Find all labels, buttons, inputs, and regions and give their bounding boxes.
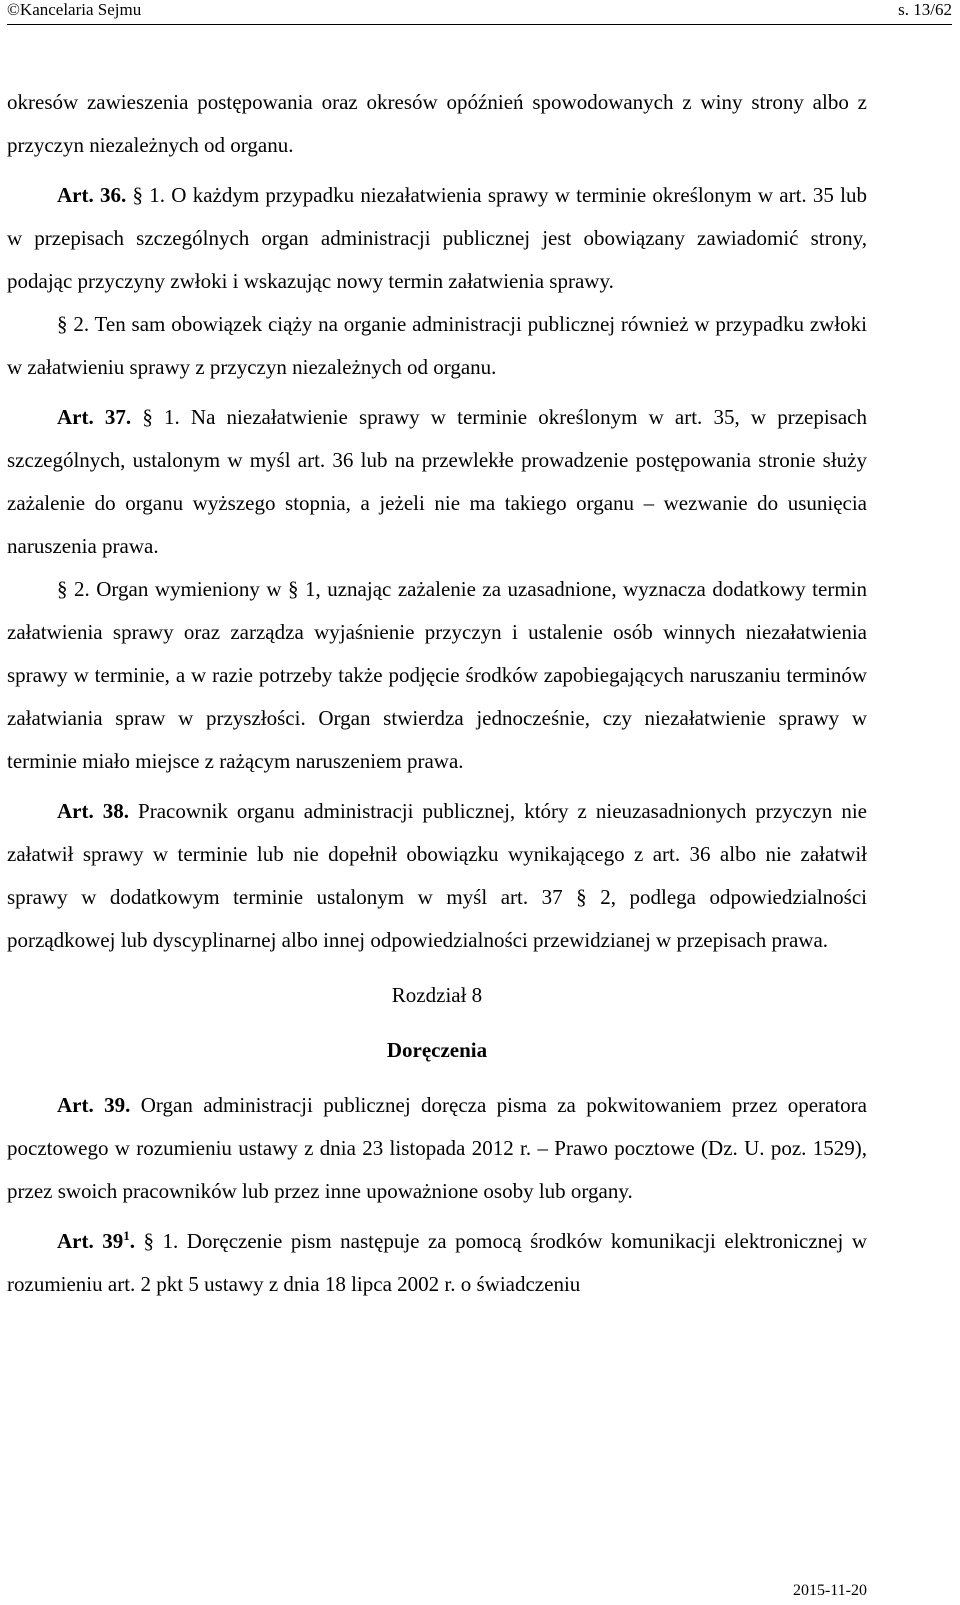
article-39-1-text: § 1. Doręczenie pism następuje za pomocą środków komunikacji elektronicznej w rozumieniu art. 2 pkt 5 ustawy z dnia 18 lipca 2002 r. o świadczeniu (7, 1229, 867, 1296)
article-37-text: § 1. Na niezałatwienie sprawy w terminie określonym w art. 35, w przepisach szczególnych, ustalonym w myśl art. 36 lub na przewlekłe prowadzenie postępowania stronie służy zażalenie do organu wyższego stopnia, a jeżeli nie ma takiego organu – wezwanie do usunięcia naruszenia prawa. (7, 405, 867, 558)
article-39-1-label-dot: . (129, 1229, 135, 1253)
article-36-paragraph-1 (7, 174, 867, 303)
page-footer-date: 2015-11-20 (792, 1582, 867, 1599)
chapter-title-text: Doręczenia (386, 1038, 488, 1062)
article-36-paragraph-2: § 2. Ten sam obowiązek ciąży na organie administracji publicznej również w przypadku zwłoki w załatwieniu sprawy z przyczyn niezależnych od organu. (7, 312, 867, 379)
article-37-paragraph-2: § 2. Organ wymieniony w § 1, uznając zażalenie za uzasadnione, wyznacza dodatkowy termin załatwienia sprawy oraz zarządza wyjaśnienie przyczyn i ustalenie osób winnych niezałatwienia sprawy w terminie, a w razie potrzeby także podjęcie środków zapobiegających naruszaniu terminów załatwiania spraw w przyszłości. Organ stwierdza jednocześnie, czy niezałatwienie sprawy w terminie miało miejsce z rażącym naruszeniem prawa. (7, 577, 867, 773)
article-36-text: § 1. O każdym przypadku niezałatwienia sprawy w terminie określonym w art. 35 lub w przepisach szczególnych organ administracji publicznej jest obowiązany zawiadomić strony, podając przyczyny zwłoki i wskazując nowy termin załatwienia sprawy. (7, 183, 867, 293)
chapter-number: Rozdział 8 (391, 983, 483, 1007)
page-header (7, 0, 952, 25)
article-37-label: Art. 37. (57, 405, 132, 429)
article-39-text: Organ administracji publicznej doręcza pisma za pokwitowaniem przez operatora pocztowego w rozumieniu ustawy z dnia 23 listopada 2012 r. – Prawo pocztowe (Dz. U. poz. 1529), przez swoich pracowników lub przez inne upoważnione osoby lub organy. (7, 1093, 867, 1203)
article-38-paragraph (7, 790, 867, 962)
chapter-title (7, 1029, 867, 1072)
article-37-paragraph-1 (7, 396, 867, 568)
document-body (7, 81, 867, 1306)
article-39-1-label (57, 1229, 135, 1253)
article-39-paragraph (7, 1084, 867, 1213)
article-39-1-paragraph (7, 1220, 867, 1306)
article-38-label: Art. 38. (57, 799, 129, 823)
article-38-text: Pracownik organu administracji publicznej, który z nieuzasadnionych przyczyn nie załatwił sprawy w terminie lub nie dopełnił obowiązku wynikającego z art. 36 albo nie załatwił sprawy w dodatkowym terminie ustalonym w myśl art. 37 § 2, podlega odpowiedzialności porządkowej lub dyscyplinarnej albo innej odpowiedzialności przewidzianej w przepisach prawa. (7, 799, 867, 952)
paragraph-continuation: okresów zawieszenia postępowania oraz okresów opóźnień spowodowanych z winy strony albo z przyczyn niezależnych od organu. (7, 90, 867, 157)
article-36-label: Art. 36. (57, 183, 127, 207)
publisher-label: ©Kancelaria Sejmu (7, 0, 142, 19)
article-39-1-superscript: 1 (123, 1228, 130, 1243)
article-39-1-label-text: Art. 39 (57, 1229, 124, 1253)
article-39-label: Art. 39. (57, 1093, 131, 1117)
page-number: s. 13/62 (898, 0, 952, 19)
